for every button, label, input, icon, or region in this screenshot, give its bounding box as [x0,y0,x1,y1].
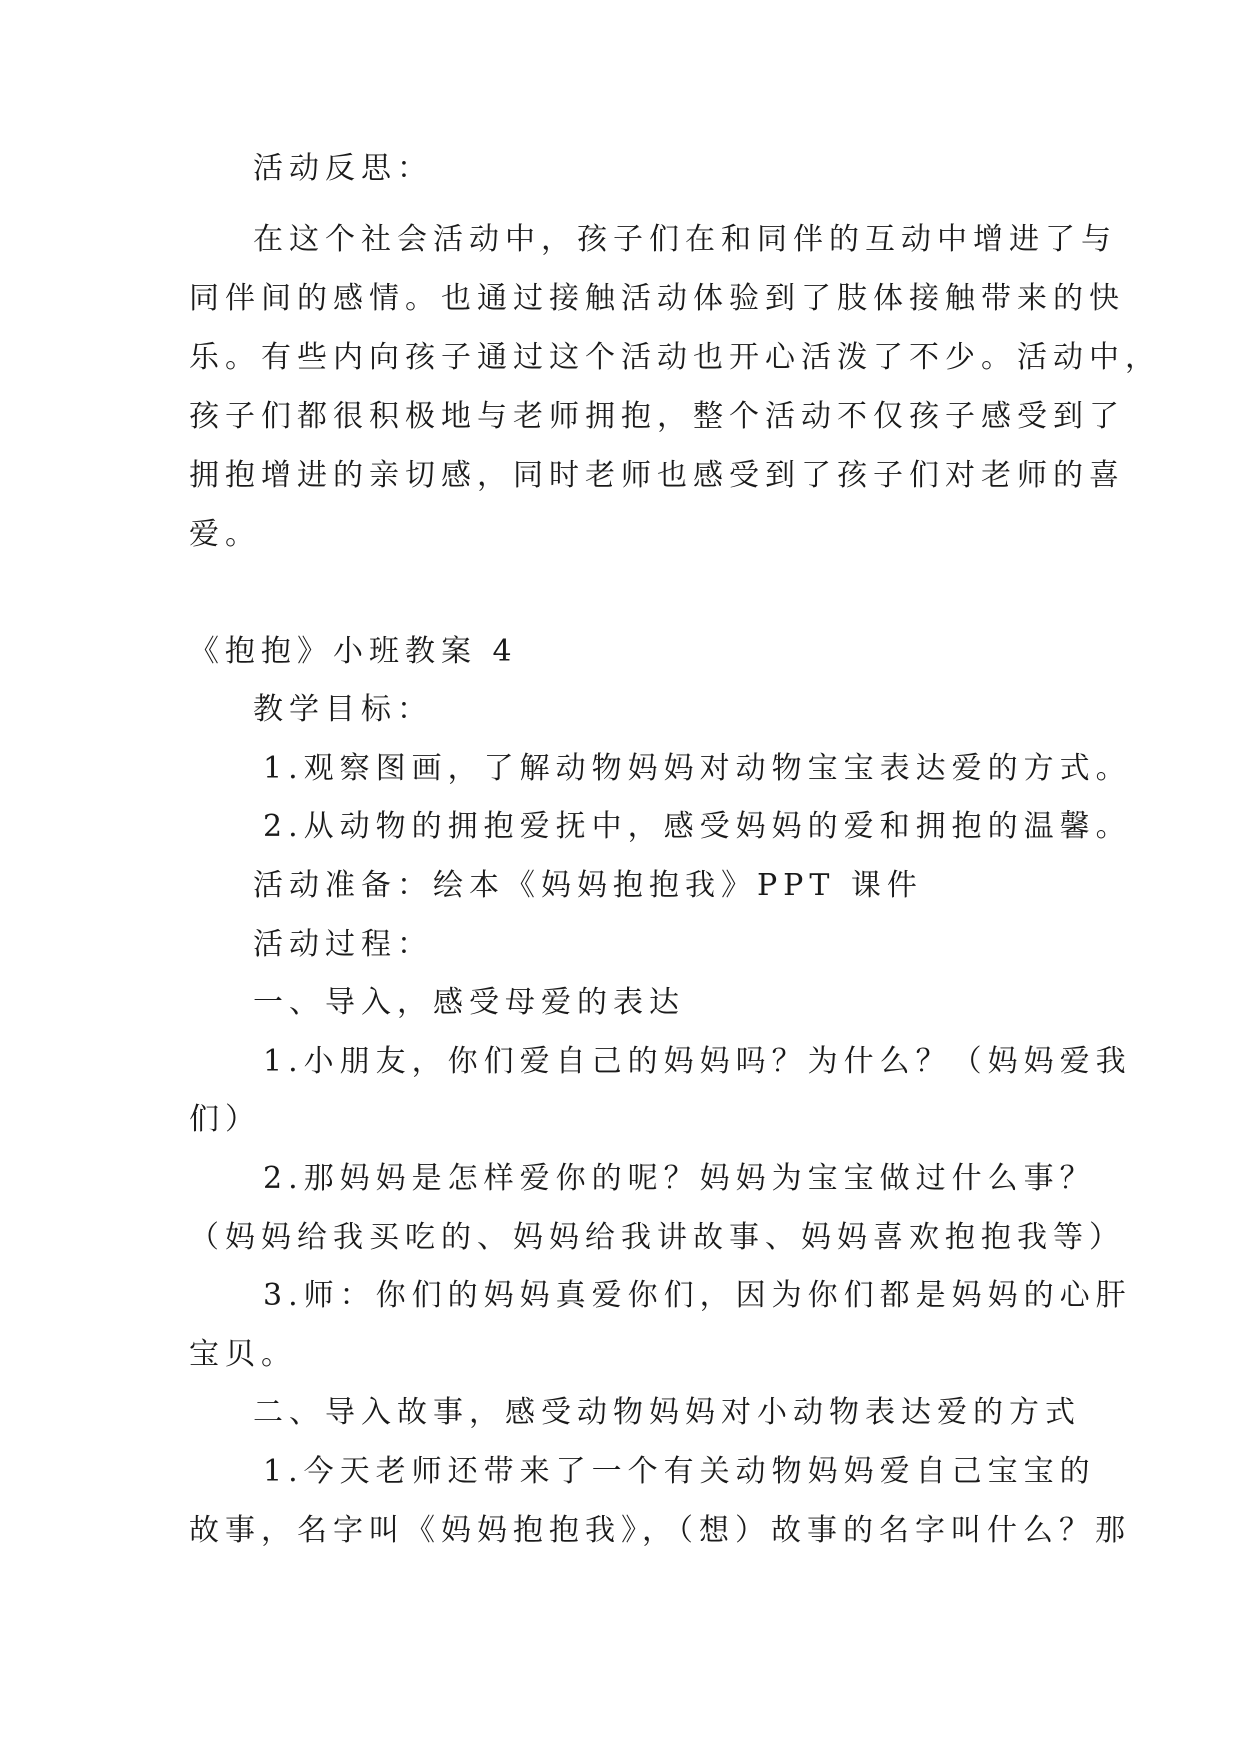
step1-heading: 一、导入，感受母爱的表达 [253,985,685,1020]
step1-item: 1.小朋友，你们爱自己的妈妈吗？为什么？（妈妈爱我 [263,1044,1132,1079]
goal-item: 1.观察图画，了解动物妈妈对动物宝宝表达爱的方式。 [263,751,1132,786]
step2-heading: 二、导入故事，感受动物妈妈对小动物表达爱的方式 [253,1395,1081,1430]
process-heading: 活动过程： [253,927,433,962]
lesson-title: 《抱抱》小班教案 4 [189,634,518,669]
reflection-line: 拥抱增进的亲切感，同时老师也感受到了孩子们对老师的喜 [189,458,1125,493]
reflection-line: 爱。 [189,517,261,552]
step1-item: 3.师：你们的妈妈真爱你们，因为你们都是妈妈的心肝 [263,1278,1132,1313]
reflection-line: 在这个社会活动中，孩子们在和同伴的互动中增进了与 [253,222,1117,257]
step1-item-continuation: 宝贝。 [189,1337,297,1372]
preparation-line: 活动准备：绘本《妈妈抱抱我》PPT 课件 [253,868,923,903]
step2-item-continuation: 故事，名字叫《妈妈抱抱我》，（想）故事的名字叫什么？那 [189,1513,1131,1548]
step1-item-continuation: （妈妈给我买吃的、妈妈给我讲故事、妈妈喜欢抱抱我等） [189,1220,1125,1255]
reflection-line: 乐。有些内向孩子通过这个活动也开心活泼了不少。活动中， [189,340,1161,375]
goal-item: 2.从动物的拥抱爱抚中，感受妈妈的爱和拥抱的温馨。 [263,809,1132,844]
reflection-line: 同伴间的感情。也通过接触活动体验到了肢体接触带来的快 [189,281,1125,316]
goals-heading: 教学目标： [253,692,433,727]
step1-item: 2.那妈妈是怎样爱你的呢？妈妈为宝宝做过什么事？ [263,1161,1096,1196]
step1-item-continuation: 们） [189,1102,261,1137]
reflection-line: 孩子们都很积极地与老师拥抱，整个活动不仅孩子感受到了 [189,399,1125,434]
reflection-heading: 活动反思： [253,151,433,186]
step2-item: 1.今天老师还带来了一个有关动物妈妈爱自己宝宝的 [263,1454,1096,1489]
